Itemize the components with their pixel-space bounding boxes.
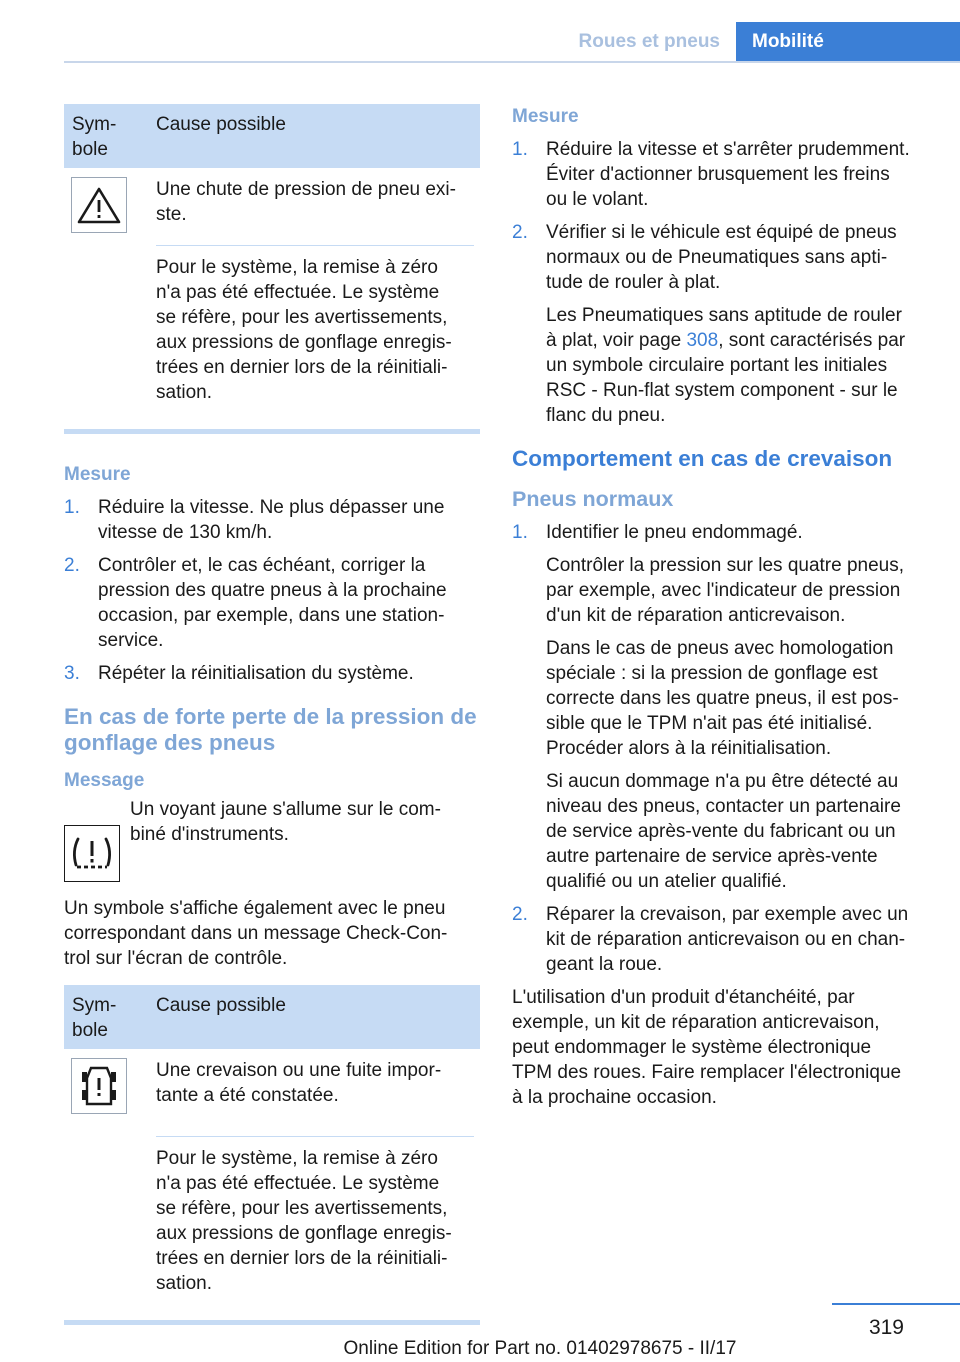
measure-list: [512, 137, 928, 428]
cause-text: Pour le système, la remise à zéro n'a pas été effectuée. Le système se réfère, pour les avertissements, aux pressions de gonflage enregis- trées en dernier lors de la réinitiali- sation.: [156, 1136, 474, 1314]
step-number: 2.: [64, 555, 80, 576]
cause-text: Pour le système, la remise à zéro n'a pas été effectuée. Le système se réfère, pour les avertissements, aux pressions de gonflage enregis- trées en dernier lors de la réinitiali- sation.: [156, 245, 474, 423]
step-text: Réduire la vitesse et s'arrêter prudemment. Éviter d'actionner brusquement les freins ou le volant.: [546, 139, 910, 210]
left-column: [64, 104, 480, 1325]
cause-text: Une chute de pression de pneu exi- ste.: [156, 179, 456, 225]
table-row: [64, 1049, 480, 1314]
table-header: [64, 104, 480, 168]
section-tab[interactable]: Roues et pneus: [578, 31, 720, 52]
symbol-column-header: Sym- bole: [72, 995, 117, 1041]
cause-column-header: Cause possible: [156, 114, 286, 135]
step-text: Réparer la crevaison, par exemple avec un kit de réparation anticrevaison ou en chan- geant la roue.: [546, 904, 909, 975]
page-number-rule: [832, 1303, 960, 1305]
cause-column-header: Cause possible: [156, 995, 286, 1016]
header-rule: [64, 61, 960, 63]
page-link[interactable]: 308: [686, 330, 719, 351]
step-subtext: Si aucun dommage n'a pu être détecté au niveau des pneus, contacter un partenaire de service après-vente du fabricant ou un autre partenaire de service après-vente qualifié ou un atelier qualifié.: [546, 771, 901, 892]
table-bottom-rule: [64, 1320, 480, 1325]
list-item: [64, 553, 480, 653]
message-block: [64, 797, 480, 882]
step-subtext: Contrôler la pression sur les quatre pneus, par exemple, avec l'indicateur de pression d'un kit de réparation anticrevaison.: [546, 555, 905, 626]
step-number: 1.: [512, 139, 528, 160]
table-row: [64, 168, 480, 423]
step-number: 3.: [64, 663, 80, 684]
step-text: Contrôler et, le cas échéant, corriger la pression des quatre pneus à la prochaine occasion, par exemple, dans une station- service.: [98, 555, 447, 651]
section-heading: En cas de forte perte de la pression de gonflage des pneus: [64, 704, 477, 755]
step-number: 1.: [64, 497, 80, 518]
step-text: Identifier le pneu endommagé.: [546, 522, 803, 543]
message-heading: Message: [64, 770, 145, 791]
chapter-tab[interactable]: Mobilité: [736, 22, 960, 62]
message-text: Un voyant jaune s'allume sur le com- biné d'instruments.: [130, 799, 441, 845]
list-item: [64, 495, 480, 545]
edition-footer: Online Edition for Part no. 01402978675 - II/17: [343, 1338, 737, 1359]
page-header: [0, 0, 960, 62]
step-subtext: [546, 303, 928, 428]
right-column: [512, 104, 928, 1110]
symbol-table-2: [64, 985, 480, 1325]
subtext-part: Les Pneumatiques sans aptitude de rouler à plat, voir page: [546, 305, 902, 351]
car-tire-icon: [71, 1058, 127, 1114]
list-item: [64, 661, 480, 686]
tire-pressure-warning-icon: [64, 825, 120, 882]
list-item: [512, 520, 928, 894]
symbol-table-1: [64, 104, 480, 434]
symbol-column-header: Sym- bole: [72, 114, 117, 160]
normal-tires-list: [512, 520, 928, 977]
table-header: [64, 985, 480, 1049]
page-number: 319: [868, 1316, 904, 1339]
step-text: Répéter la réinitialisation du système.: [98, 663, 414, 684]
step-number: 1.: [512, 522, 528, 543]
list-item: [512, 902, 928, 977]
list-item: [512, 220, 928, 428]
subtext-part: , sont caractérisés par un symbole circulaire portant les initiales RSC - Run-flat system component - sur le flanc du pneu.: [546, 330, 906, 426]
table-bottom-rule: [64, 429, 480, 434]
measure-heading: Mesure: [64, 464, 131, 485]
step-number: 2.: [512, 904, 528, 925]
warning-triangle-icon: [71, 177, 127, 233]
cause-text: Une crevaison ou une fuite impor- tante a été constatée.: [156, 1060, 442, 1106]
step-subtext: Dans le cas de pneus avec homologation spéciale : si la pression de gonflage est correcte dans les quatre pneus, il est pos- sible que le TPM n'ait pas été initialisé. Procéder alors à la réinitialisation.: [546, 638, 899, 759]
step-text: Réduire la vitesse. Ne plus dépasser une vitesse de 130 km/h.: [98, 497, 445, 543]
symbol-paragraph: Un symbole s'affiche également avec le pneu correspondant dans un message Check-Con- trol sur l'écran de contrôle.: [64, 898, 448, 969]
measure-heading: Mesure: [512, 106, 579, 127]
section-heading: Comportement en cas de crevaison: [512, 446, 893, 471]
step-text: Vérifier si le véhicule est équipé de pneus normaux ou de Pneumatiques sans apti- tude de rouler à plat.: [546, 222, 897, 293]
list-item: [512, 137, 928, 212]
step-number: 2.: [512, 222, 528, 243]
measure-list: [64, 495, 480, 686]
subsection-heading: Pneus normaux: [512, 487, 674, 511]
closing-paragraph: L'utilisation d'un produit d'étanchéité, par exemple, un kit de réparation anticrevaison, peut endommager le système électronique TPM des roues. Faire remplacer l'électronique à la prochaine occasion.: [512, 987, 902, 1108]
